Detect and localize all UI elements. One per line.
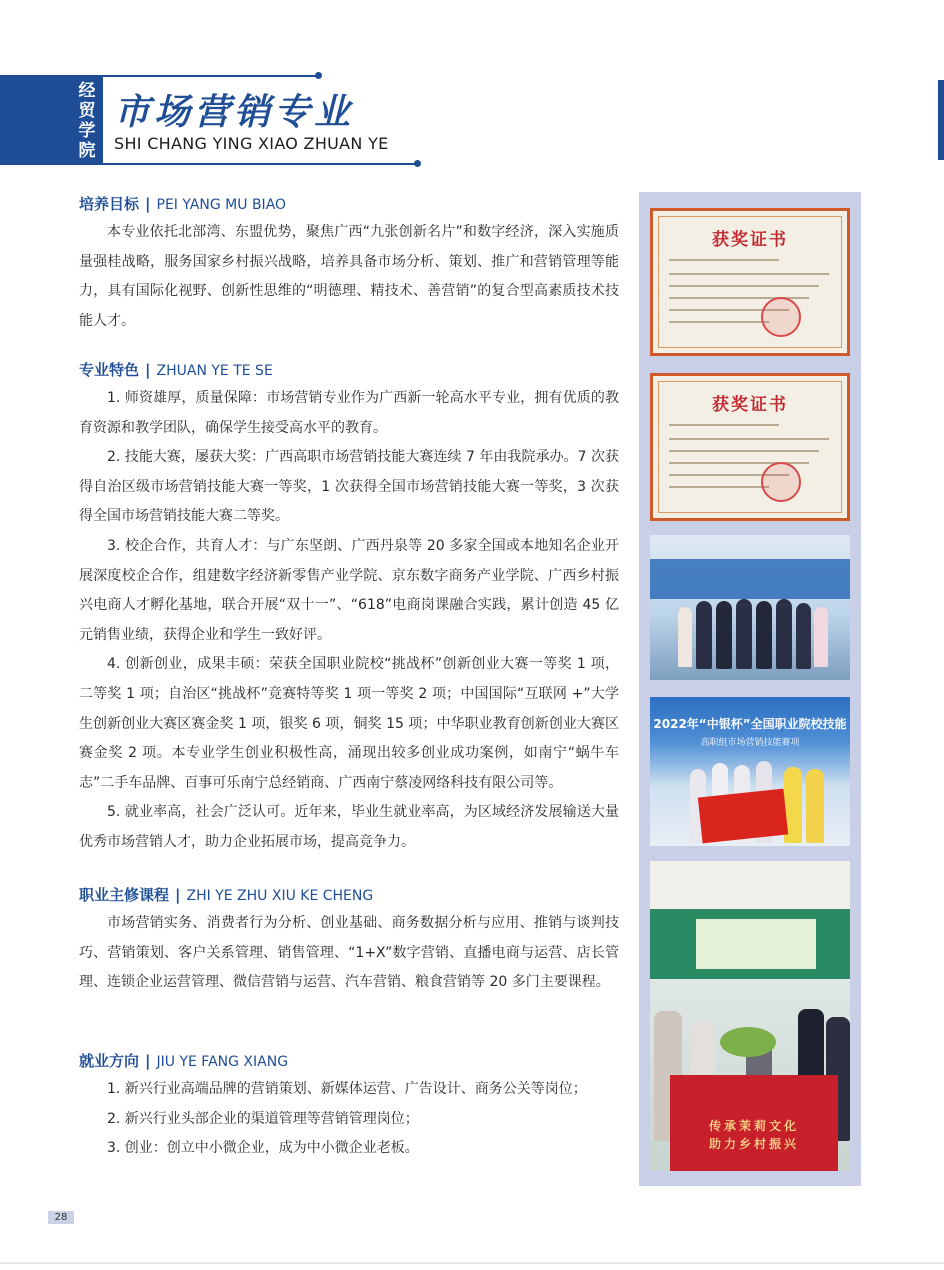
section-career	[79, 1050, 619, 1164]
section-heading: 培养目标 | PEI YANG MU BIAO	[79, 195, 287, 213]
section-features	[79, 359, 619, 858]
section-core-courses	[79, 884, 619, 998]
feature-item: 3. 校企合作，共育人才：与广东坚朗、广西丹泉等 20 多家全国或本地知名企业开展深度校企合作，组建数字经济新零售产业学院、京东数字商务产业学院、广西乡村振兴电商人才孵化基地，联合开展“双十一”、“618”电商岗课融合实践，累计创造 45 亿元销售业绩，获得企业和学生一致好评。	[79, 537, 619, 643]
feature-item: 5. 就业率高，社会广泛认可。近年来，毕业生就业率高，为区域经济发展输送大量优秀市场营销人才，助力企业拓展市场，提高竞争力。	[79, 804, 619, 850]
event-banner-title: 2022年“中银杯”全国职业院校技能	[653, 717, 847, 731]
seal-icon	[761, 462, 801, 502]
event-banner-subtitle: 高职组市场营销技能赛项	[700, 738, 800, 748]
section-body: 市场营销实务、消费者行为分析、创业基础、商务数据分析与应用、推销与谈判技巧、营销策划、客户关系管理、销售管理、“1+X”数字营销、直播电商与运营、店长管理、连锁企业运营管理、微信营销与运营、汽车营销、粮食营销等 20 多门主要课程。	[79, 915, 619, 991]
title-rule-bottom	[103, 163, 418, 165]
section-body: 本专业依托北部湾、东盟优势，聚焦广西“九张创新名片”和数字经济，深入实施质量强桂战略，服务国家乡村振兴战略，培养具备市场分析、策划、推广和营销管理等能力，具有国际化视野、创新性思维的“明德理、精技术、善营销”的复合型高素质技术技能人才。	[79, 224, 619, 329]
career-item: 3. 创业：创立中小微企业，成为中小微企业老板。	[107, 1140, 419, 1157]
feature-item: 4. 创新创业，成果丰硕：荣获全国职业院校“挑战杯”创新创业大赛一等奖 1 项，二等奖 1 项；自治区“挑战杯”竞赛特等奖 1 项一等奖 2 项；中国国际“互联网 +”大学生创新创业大赛区赛金奖 1 项，银奖 6 项，铜奖 15 项；中华职业教育创新创业大赛区赛金奖 2 项。本专业学生创业积极性高，涌现出较多创业成功案例，如南宁“蜗牛车志”二手车品牌、百事可乐南宁总经销商、广西南宁蔡凌网络科技有限公司等。	[79, 656, 619, 791]
section-heading: 就业方向 | JIU YE FANG XIANG	[79, 1052, 289, 1070]
certificate-title: 获奖证书	[712, 395, 788, 415]
section-title-pinyin: JIU YE FANG XIANG	[156, 1054, 289, 1070]
award-certificate-image	[650, 373, 850, 521]
department-label: 经贸学院	[78, 81, 96, 161]
page-edge-marker	[938, 80, 944, 160]
page-title-pinyin: SHI CHANG YING XIAO ZHUAN YE	[114, 134, 389, 153]
school-flag	[698, 789, 788, 844]
page-number: 28	[48, 1211, 74, 1224]
booth-counter	[670, 1075, 838, 1171]
exhibition-booth-photo	[650, 861, 850, 1171]
career-item: 1. 新兴行业高端品牌的营销策划、新媒体运营、广告设计、商务公关等岗位；	[107, 1081, 587, 1097]
section-title-pinyin: ZHUAN YE TE SE	[156, 363, 273, 379]
award-certificate-image	[650, 208, 850, 356]
title-rule-top	[103, 75, 318, 77]
section-title: 职业主修课程	[79, 886, 170, 904]
seal-icon	[761, 297, 801, 337]
feature-item: 1. 师资雄厚，质量保障：市场营销专业作为广西新一轮高水平专业，拥有优质的教育资源和教学团队，确保学生接受高水平的教育。	[79, 390, 619, 436]
competition-team-photo	[650, 535, 850, 680]
section-title-pinyin: PEI YANG MU BIAO	[156, 197, 287, 213]
department-tab	[0, 75, 103, 165]
feature-item: 2. 技能大赛，屡获大奖：广西高职市场营销技能大赛连续 7 年由我院承办。7 次获得自治区级市场营销技能大赛一等奖，1 次获得全国市场营销技能大赛一等奖，3 次获得全国市场营销技能大赛二等奖。	[79, 449, 619, 525]
title-rule-dot-top	[315, 72, 322, 79]
section-heading: 职业主修课程 | ZHI YE ZHU XIU KE CHENG	[79, 886, 374, 904]
section-title: 培养目标	[79, 195, 140, 213]
title-rule-dot-bottom	[414, 160, 421, 167]
certificate-title: 获奖证书	[712, 230, 788, 250]
section-title: 就业方向	[79, 1052, 140, 1070]
section-title: 专业特色	[79, 361, 140, 379]
section-heading: 专业特色 | ZHUAN YE TE SE	[79, 361, 273, 379]
photo-column	[639, 192, 861, 1186]
booth-slogan: 助力乡村振兴	[708, 1137, 799, 1151]
career-item: 2. 新兴行业头部企业的渠道管理等营销管理岗位；	[107, 1110, 419, 1127]
section-training-goal	[79, 193, 619, 336]
page-bottom-edge	[0, 1262, 944, 1264]
section-title-pinyin: ZHI YE ZHU XIU KE CHENG	[186, 888, 374, 904]
booth-slogan: 传承茉莉文化	[708, 1119, 799, 1133]
page-title: 市场营销专业	[114, 92, 355, 133]
award-ceremony-photo	[650, 697, 850, 846]
